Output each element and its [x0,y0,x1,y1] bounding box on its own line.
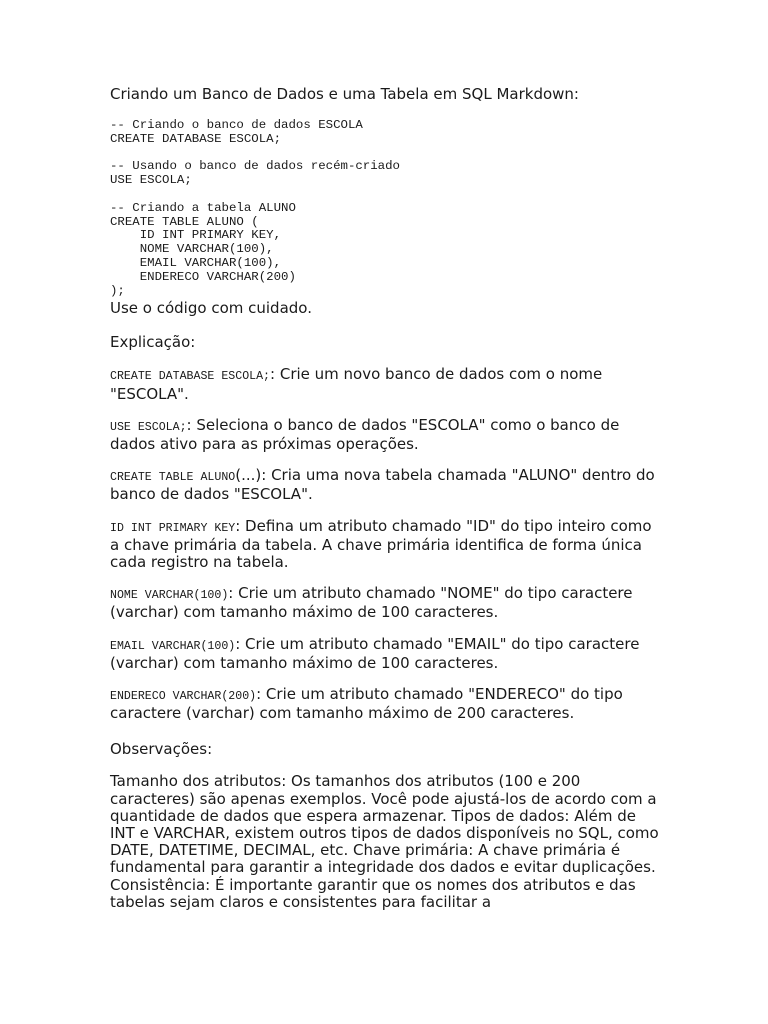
code-block [110,119,662,298]
code-line: ENDERECO VARCHAR(200) [110,269,296,284]
inline-code: NOME VARCHAR(100) [110,589,229,603]
explanation-item [110,518,662,572]
explanation-item [110,686,662,722]
inline-code: USE ESCOLA; [110,420,187,434]
observations-paragraph: Tamanho dos atributos: Os tamanhos dos atributos (100 e 200 caracteres) são apenas exemplos. Você pode ajustá-los de acordo com a quantidade de dados que espera armazenar. Tipos de dados: Além de INT e VARCHAR, existem outros tipos de dados disponíveis no SQL, como DATE, DATETIME, DECIMAL, etc. Chave primária: A chave primária é fundamental para garantir a integridade dos dados e evitar duplicações. Consistência: É importante garantir que os nomes dos atributos e das tabelas sejam claros e consistentes para facilitar a [110,772,659,911]
caution-note: Use o código com cuidado. [110,299,312,318]
explanation-item [110,417,662,453]
explanation-text: : Crie um atributo chamado "ENDERECO" do tipo caractere (varchar) com tamanho máximo de 200 caracteres. [110,685,623,723]
code-line: ); [110,283,125,298]
explanation-heading: Explicação: [110,333,196,352]
inline-code: EMAIL VARCHAR(100) [110,639,236,653]
explanation-text: : Seleciona o banco de dados "ESCOLA" como o banco de dados ativo para as próximas operações. [110,415,620,453]
code-line: -- Criando o banco de dados ESCOLA [110,118,363,132]
explanation-text: : Crie um atributo chamado "NOME" do tipo caractere (varchar) com tamanho máximo de 100 caracteres. [110,584,633,622]
explanation-text: : Defina um atributo chamado "ID" do tipo inteiro como a chave primária da tabela. A chave primária identifica de forma única cada registro na tabela. [110,516,652,571]
inline-code: ID INT PRIMARY KEY [110,521,236,535]
explanation-item [110,366,662,402]
code-line: CREATE DATABASE ESCOLA; [110,131,282,146]
code-line: ID INT PRIMARY KEY, [110,228,282,243]
code-line: -- Usando o banco de dados recém-criado [110,159,400,174]
code-line: USE ESCOLA; [110,173,192,188]
explanation-item [110,585,662,621]
document-page [110,84,662,911]
explanation-item [110,636,662,672]
code-line: CREATE TABLE ALUNO ( [110,214,259,229]
inline-code: CREATE TABLE ALUNO [110,471,236,485]
explanation-text: (...): Cria uma nova tabela chamada "ALUNO" dentro do banco de dados "ESCOLA". [110,466,655,504]
explanation-text: : Crie um novo banco de dados com o nome "ESCOLA". [110,365,603,403]
inline-code: CREATE DATABASE ESCOLA; [110,370,271,384]
code-line: -- Criando a tabela ALUNO [110,200,296,215]
code-line: NOME VARCHAR(100), [110,242,274,257]
document-title: Criando um Banco de Dados e uma Tabela em SQL Markdown: [110,85,579,103]
observations-heading: Observações: [110,740,213,759]
inline-code: ENDERECO VARCHAR(200) [110,690,257,703]
explanation-item [110,467,662,503]
explanation-text: : Crie um atributo chamado "EMAIL" do tipo caractere (varchar) com tamanho máximo de 100 caracteres. [110,634,640,672]
code-line: EMAIL VARCHAR(100), [110,255,282,270]
